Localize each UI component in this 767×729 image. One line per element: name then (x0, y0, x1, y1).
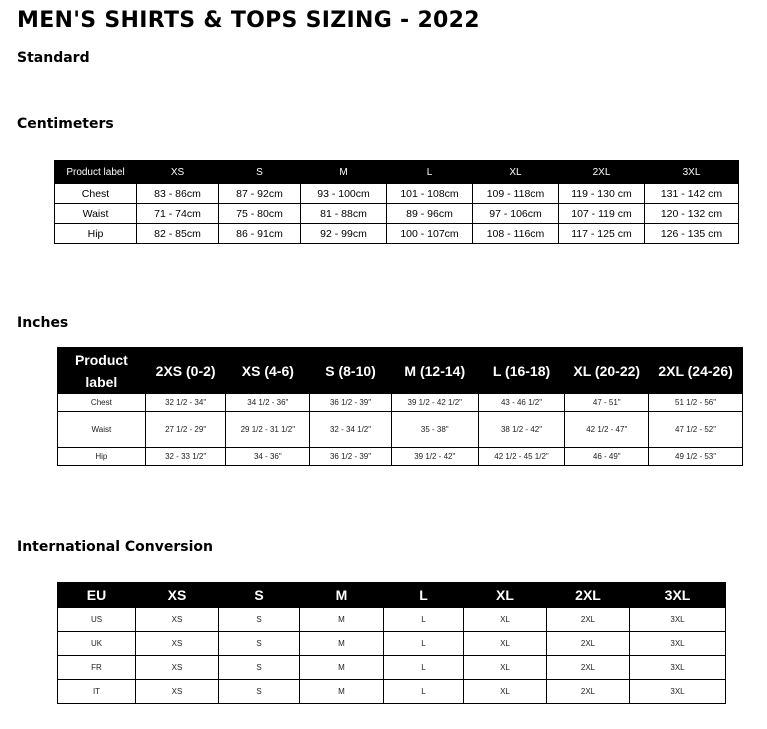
column-header: L (16-18) (478, 348, 565, 394)
column-header: L (387, 161, 473, 184)
table-cell: 32 - 33 1/2" (145, 448, 226, 466)
column-header: 2XL (24-26) (649, 348, 743, 394)
inches-size-table (57, 347, 743, 466)
table-cell: 83 - 86cm (137, 184, 219, 204)
table-cell: 34 1/2 - 36" (226, 394, 310, 412)
table-cell: 101 - 108cm (387, 184, 473, 204)
row-label: Hip (58, 448, 146, 466)
table-cell: 97 - 106cm (473, 204, 559, 224)
table-cell: 42 1/2 - 47" (565, 412, 649, 448)
international-conversion-heading: International Conversion (17, 539, 213, 555)
column-header: S (8-10) (310, 348, 392, 394)
table-cell: 3XL (630, 656, 726, 680)
column-header: EU (58, 583, 136, 608)
table-cell: 35 - 38" (391, 412, 478, 448)
row-label: FR (58, 656, 136, 680)
column-header: 3XL (645, 161, 739, 184)
row-label: Waist (55, 204, 137, 224)
table-cell: 29 1/2 - 31 1/2" (226, 412, 310, 448)
column-header: XS (137, 161, 219, 184)
row-label: US (58, 608, 136, 632)
table-cell: 81 - 88cm (301, 204, 387, 224)
table-header-row (58, 583, 726, 608)
table-cell: 39 1/2 - 42 1/2" (391, 394, 478, 412)
table-cell: 108 - 116cm (473, 224, 559, 244)
table-cell: S (219, 656, 300, 680)
table-cell: 51 1/2 - 56" (649, 394, 743, 412)
table-row (58, 680, 726, 704)
centimeters-heading: Centimeters (17, 116, 114, 132)
column-header: S (219, 583, 300, 608)
column-header: Product label (58, 348, 146, 394)
column-header: XL (464, 583, 547, 608)
column-header: L (384, 583, 464, 608)
row-label: IT (58, 680, 136, 704)
table-row (58, 448, 743, 466)
table-row (58, 656, 726, 680)
table-row (55, 224, 739, 244)
column-header: M (12-14) (391, 348, 478, 394)
table-cell: S (219, 608, 300, 632)
table-cell: 2XL (547, 632, 630, 656)
row-label: Chest (55, 184, 137, 204)
table-cell: 93 - 100cm (301, 184, 387, 204)
table-cell: 46 - 49" (565, 448, 649, 466)
table-cell: 2XL (547, 680, 630, 704)
table-cell: XL (464, 656, 547, 680)
table-cell: 49 1/2 - 53" (649, 448, 743, 466)
table-cell: 2XL (547, 608, 630, 632)
table-cell: M (300, 608, 384, 632)
column-header: XS (4-6) (226, 348, 310, 394)
table-cell: 39 1/2 - 42" (391, 448, 478, 466)
column-header: Product label (55, 161, 137, 184)
table-cell: S (219, 680, 300, 704)
column-header: M (300, 583, 384, 608)
table-cell: M (300, 656, 384, 680)
table-cell: 126 - 135 cm (645, 224, 739, 244)
table-cell: 47 1/2 - 52" (649, 412, 743, 448)
table-cell: 27 1/2 - 29" (145, 412, 226, 448)
table-cell: 42 1/2 - 45 1/2" (478, 448, 565, 466)
table-cell: L (384, 656, 464, 680)
table-cell: 87 - 92cm (219, 184, 301, 204)
table-cell: 120 - 132 cm (645, 204, 739, 224)
table-cell: 92 - 99cm (301, 224, 387, 244)
table-cell: 2XL (547, 656, 630, 680)
table-row (58, 608, 726, 632)
table-cell: M (300, 632, 384, 656)
table-cell: L (384, 680, 464, 704)
table-cell: 32 - 34 1/2" (310, 412, 392, 448)
table-cell: 109 - 118cm (473, 184, 559, 204)
international-conversion-table (57, 582, 726, 704)
standard-heading: Standard (17, 50, 90, 66)
table-cell: 34 - 36" (226, 448, 310, 466)
table-cell: 36 1/2 - 39" (310, 394, 392, 412)
column-header: 2XS (0-2) (145, 348, 226, 394)
column-header: 3XL (630, 583, 726, 608)
table-row (58, 394, 743, 412)
table-cell: 43 - 46 1/2" (478, 394, 565, 412)
row-label: Chest (58, 394, 146, 412)
table-cell: 32 1/2 - 34" (145, 394, 226, 412)
table-cell: L (384, 632, 464, 656)
table-cell: 71 - 74cm (137, 204, 219, 224)
table-header-row (55, 161, 739, 184)
table-cell: XL (464, 608, 547, 632)
table-header-row (58, 348, 743, 394)
page-title: MEN'S SHIRTS & TOPS SIZING - 2022 (17, 8, 480, 33)
column-header: 2XL (559, 161, 645, 184)
column-header: M (301, 161, 387, 184)
table-cell: 82 - 85cm (137, 224, 219, 244)
inches-heading: Inches (17, 315, 69, 331)
table-cell: 3XL (630, 608, 726, 632)
table-cell: 119 - 130 cm (559, 184, 645, 204)
table-cell: XS (136, 680, 219, 704)
table-cell: XS (136, 632, 219, 656)
table-cell: 38 1/2 - 42" (478, 412, 565, 448)
table-cell: 100 - 107cm (387, 224, 473, 244)
row-label: Waist (58, 412, 146, 448)
column-header: XL (20-22) (565, 348, 649, 394)
table-row (55, 204, 739, 224)
table-cell: 3XL (630, 632, 726, 656)
table-cell: XS (136, 656, 219, 680)
row-label: Hip (55, 224, 137, 244)
column-header: S (219, 161, 301, 184)
table-row (58, 412, 743, 448)
table-cell: M (300, 680, 384, 704)
table-cell: XL (464, 680, 547, 704)
column-header: XS (136, 583, 219, 608)
table-row (58, 632, 726, 656)
table-cell: 131 - 142 cm (645, 184, 739, 204)
table-cell: L (384, 608, 464, 632)
table-cell: 117 - 125 cm (559, 224, 645, 244)
table-cell: 107 - 119 cm (559, 204, 645, 224)
table-cell: 47 - 51" (565, 394, 649, 412)
table-cell: 89 - 96cm (387, 204, 473, 224)
table-cell: XL (464, 632, 547, 656)
table-cell: 75 - 80cm (219, 204, 301, 224)
row-label: UK (58, 632, 136, 656)
table-row (55, 184, 739, 204)
table-cell: S (219, 632, 300, 656)
column-header: 2XL (547, 583, 630, 608)
table-cell: 86 - 91cm (219, 224, 301, 244)
table-cell: 36 1/2 - 39" (310, 448, 392, 466)
table-cell: XS (136, 608, 219, 632)
table-cell: 3XL (630, 680, 726, 704)
column-header: XL (473, 161, 559, 184)
centimeters-size-table (54, 160, 739, 244)
